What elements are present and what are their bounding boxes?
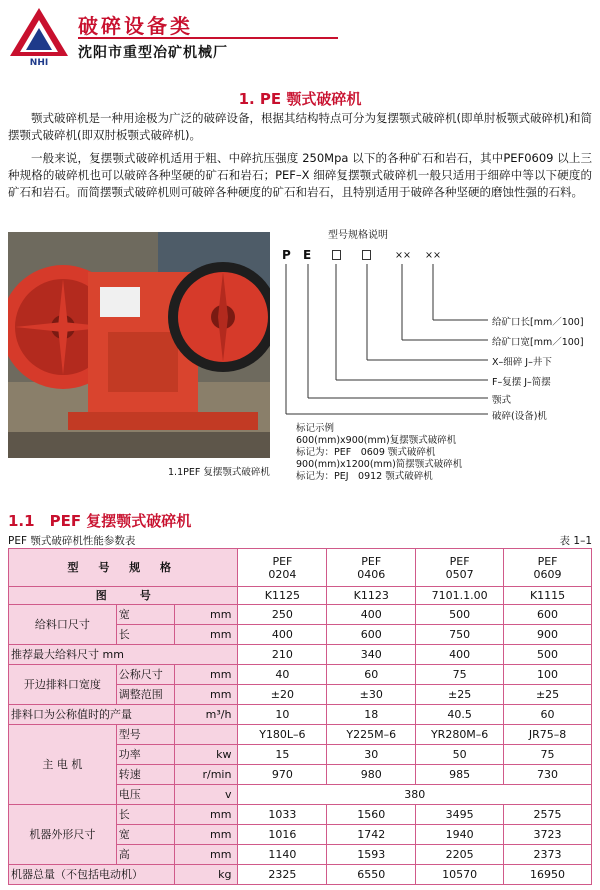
table-cell: 40 [238,665,327,685]
table-cell: 500 [504,645,592,665]
feed-label: 给料口尺寸 [9,605,117,645]
table-cell: 900 [504,625,592,645]
row-name: 长 [116,625,174,645]
row-name: 型号 [116,725,174,745]
spec-label-width: 给矿口宽[mm／100] [492,337,584,348]
dimensions-label: 机器外形尺寸 [9,805,117,865]
model-cell: PEF 0507 [416,549,504,587]
logo-text: NHI [29,58,49,68]
example-line-2: 标记为：PEF 0609 颚式破碎机 [296,447,436,458]
page-header [8,4,598,70]
table-cell: 1560 [327,805,416,825]
row-unit [174,725,238,745]
table-cell: 75 [416,665,504,685]
table-row [9,587,592,605]
spec-mark-1: ×× [395,250,411,261]
table-cell: 15 [238,745,327,765]
spec-label-x: X–细碎 J–井下 [492,357,552,368]
table-row [9,705,592,725]
row-name: 公称尺寸 [116,665,174,685]
table-cell: 2373 [504,845,592,865]
table-cell: 1016 [238,825,327,845]
table-row [9,805,592,825]
discharge-label: 开边排料口宽度 [9,665,117,705]
table-cell: 1593 [327,845,416,865]
table-cell: 30 [327,745,416,765]
table-cell: 985 [416,765,504,785]
figure-caption: 1.1PEF 复摆颚式破碎机 [168,467,270,478]
row-name: 功率 [116,745,174,765]
spec-table [8,548,592,885]
table-cell: 500 [416,605,504,625]
table-cell: 60 [504,705,592,725]
table-cell: 400 [327,605,416,625]
model-cell: PEF 0406 [327,549,416,587]
model-spec-diagram [282,224,598,486]
table-cell: ±30 [327,685,416,705]
table-cell: 50 [416,745,504,765]
table-cell: 7101.1.00 [416,587,504,605]
spec-letter-e: E [303,248,312,262]
table-cell: Y180L–6 [238,725,327,745]
model-header: 型 号 规 格 [9,549,238,587]
table-cell: 970 [238,765,327,785]
voltage-unit: v [174,785,238,805]
row-unit: mm [174,625,238,645]
table-row [9,725,592,745]
table-cell: 3495 [416,805,504,825]
table-row [9,605,592,625]
motor-label: 主 电 机 [9,725,117,805]
capacity-unit: m³/h [174,705,238,725]
spec-letter-p: P [282,248,291,262]
voltage-name: 电压 [116,785,174,805]
table-cell: K1115 [504,587,592,605]
usage-paragraph: 一般来说，复摆颚式破碎机适用于粗、中碎抗压强度 250Mpa 以下的各种矿石和岩石，其中PEF0609 以上三种规格的破碎机也可以破碎各种坚硬的矿石和岩石；PEF–X 细碎复摆颚式破碎机一般只适用于细碎中等以下硬度的矿石和岩石。而简摆颚式破碎机则可破碎各种硬度的矿石和岩石，且特别适用于破碎各种坚硬的磨蚀性强的石料。 [8,151,592,199]
example-title: 标记示例 [296,423,335,434]
example-line-3: 900(mm)x1200(mm)简摆颚式破碎机 [296,459,463,470]
table-cell: 1742 [327,825,416,845]
example-line-4: 标记为：PEJ 0912 颚式破碎机 [296,471,433,482]
spec-box-1 [332,250,341,260]
table-cell: 980 [327,765,416,785]
table-cell: 2575 [504,805,592,825]
table-cell: 75 [504,745,592,765]
table-cell: ±20 [238,685,327,705]
table-cell: 1140 [238,845,327,865]
spec-mark-2: ×× [425,250,441,261]
company-logo [8,6,70,68]
spec-label-length: 给矿口长[mm／100] [492,317,584,328]
model-cell: PEF 0609 [504,549,592,587]
header-rule [78,37,338,39]
row-name: 调整范围 [116,685,174,705]
max-feed-label: 推荐最大给料尺寸 mm [9,645,238,665]
table-name: PEF 颚式破碎机性能参数表 [8,535,136,547]
intro-paragraph: 颚式破碎机是一种用途极为广泛的破碎设备，根据其结构特点可分为复摆颚式破碎机(即单肘板颚式破碎机)和简摆颚式破碎机(即双肘板颚式破碎机)。 [8,111,592,142]
table-number: 表 1–1 [559,535,592,547]
spec-box-2 [362,250,371,260]
table-row [9,645,592,665]
table-cell: 400 [416,645,504,665]
table-cell: 250 [238,605,327,625]
table-cell: 600 [504,605,592,625]
table-row [9,665,592,685]
row-name: 转速 [116,765,174,785]
table-cell: 6550 [327,865,416,885]
table-cell: ±25 [416,685,504,705]
category-title: 破碎设备类 [78,14,193,38]
table-cell: K1125 [238,587,327,605]
table-row [9,549,592,587]
table-cell: 60 [327,665,416,685]
row-unit: r/min [174,765,238,785]
table-cell: 2325 [238,865,327,885]
table-cell: 100 [504,665,592,685]
drawing-header: 图 号 [9,587,238,605]
example-line-1: 600(mm)x900(mm)复摆颚式破碎机 [296,435,457,446]
row-unit: kw [174,745,238,765]
voltage-value: 380 [238,785,592,805]
table-cell: 10570 [416,865,504,885]
table-cell: YR280M–6 [416,725,504,745]
capacity-label: 排料口为公称值时的产量 [9,705,175,725]
row-unit: mm [174,825,238,845]
subsection-title: 1.1 PEF 复摆颚式破碎机 [8,512,192,530]
table-caption [8,533,592,548]
weight-unit: kg [174,865,238,885]
table-cell: K1123 [327,587,416,605]
table-cell: 400 [238,625,327,645]
row-unit: mm [174,605,238,625]
row-name: 宽 [116,825,174,845]
table-cell: 730 [504,765,592,785]
row-unit: mm [174,805,238,825]
company-name: 沈阳市重型冶矿机械厂 [78,45,228,61]
table-cell: 2205 [416,845,504,865]
row-unit: mm [174,665,238,685]
table-cell: 1940 [416,825,504,845]
row-unit: mm [174,685,238,705]
section-title: 1. PE 颚式破碎机 [238,90,362,108]
row-name: 长 [116,805,174,825]
table-cell: JR75–8 [504,725,592,745]
spec-label-jaw: 颚式 [492,395,512,406]
table-cell: 340 [327,645,416,665]
row-name: 宽 [116,605,174,625]
table-cell: 10 [238,705,327,725]
spec-title: 型号规格说明 [328,230,388,241]
table-cell: 16950 [504,865,592,885]
crusher-photo [8,232,270,458]
row-unit: mm [174,845,238,865]
table-cell: ±25 [504,685,592,705]
table-cell: 600 [327,625,416,645]
model-cell: PEF 0204 [238,549,327,587]
table-cell: 18 [327,705,416,725]
table-cell: 750 [416,625,504,645]
table-row [9,865,592,885]
weight-label: 机器总量（不包括电动机） [9,865,175,885]
table-cell: 40.5 [416,705,504,725]
table-cell: 1033 [238,805,327,825]
row-name: 高 [116,845,174,865]
table-cell: 210 [238,645,327,665]
spec-label-crush: 破碎(设备)机 [492,411,547,422]
spec-label-f: F–复摆 J–简摆 [492,377,551,388]
table-cell: Y225M–6 [327,725,416,745]
table-cell: 3723 [504,825,592,845]
